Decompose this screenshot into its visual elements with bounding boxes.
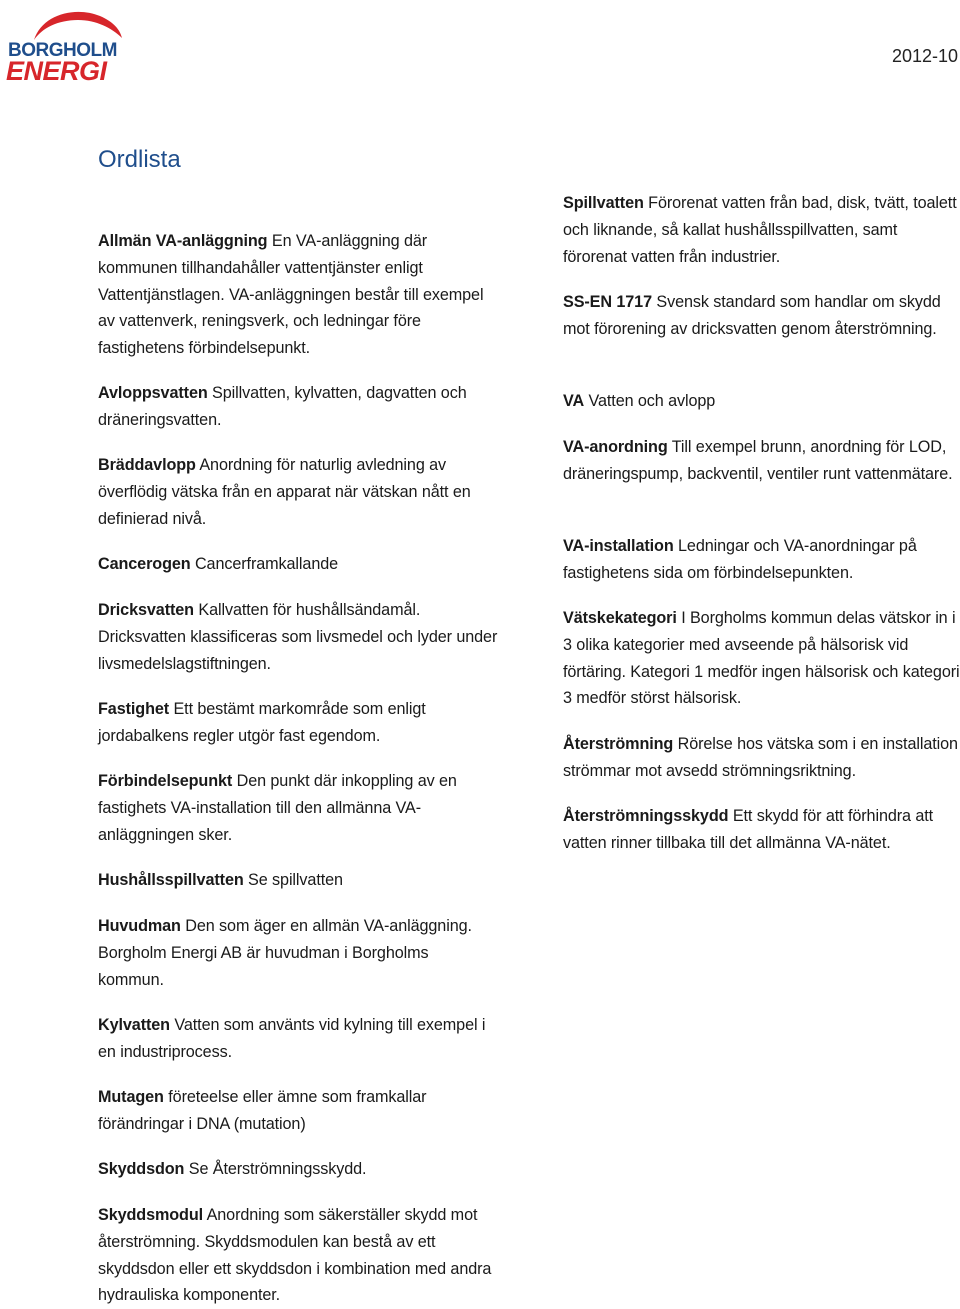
glossary-term: Återströmning [563,735,674,753]
glossary-term: Förbindelsepunkt [98,772,233,790]
glossary-definition: I Borgholms kommun delas vätskor in i 3 olika kategorier med avseende på hälsorisk vid förtäring. Kategori 1 medför ingen hälsorisk och kategori 3 medför störst hälsorisk. [563,609,960,708]
document-date: 2012-10 [891,46,958,66]
logo-text-energi: ENERGI [6,56,107,84]
glossary-entry [98,228,498,362]
glossary-term: Bräddavlopp [98,456,196,474]
glossary-definition: Se Återströmningsskydd. [188,1160,367,1178]
glossary-term: VA [563,392,585,410]
glossary-entry [98,1012,498,1066]
glossary-definition: Förorenat vatten från bad, disk, tvätt, toalett och liknande, så kallat hushållsspillvatten, samt förorenat vatten från industrier. [563,194,957,266]
glossary-term: Fastighet [98,700,170,718]
borgholm-energi-logo [4,4,134,84]
logo-swoosh [34,12,122,40]
glossary-entry [98,597,498,677]
glossary-entry [98,551,338,578]
glossary-definition: Spillvatten, kylvatten, dagvatten och dräneringsvatten. [98,384,467,429]
logo-text-borgholm: BORGHOLM [8,40,117,61]
glossary-entry [98,1084,498,1138]
glossary-definition: Anordning som säkerställer skydd mot återströmning. Skyddsmodulen kan bestå av ett skyddsdon eller ett skyddsdon i kombination med andra hydrauliska komponenter. [98,1206,492,1305]
glossary-entry [563,388,715,415]
glossary-entry [98,1156,366,1183]
page-title: Ordlista [98,146,181,173]
glossary-definition: Anordning för naturlig avledning av överflödig vätska från en apparat när vätskan nått en definierad nivå. [98,456,471,528]
glossary-term: Spillvatten [563,194,644,212]
glossary-entry [98,768,498,848]
glossary-definition: En VA-anläggning där kommunen tillhandahåller vattentjänster enligt Vattentjänstlagen. VA-anläggningen består till exempel av vattenverk, reningsverk, och ledningar före fastighetens förbindelsepunkt. [98,232,484,358]
glossary-term: SS-EN 1717 [563,293,652,311]
glossary-term: Hushållsspillvatten [98,871,244,889]
glossary-term: Skyddsdon [98,1160,185,1178]
glossary-entry [563,605,960,712]
glossary-term: Återströmningsskydd [563,807,729,825]
glossary-entry [98,380,498,434]
glossary-definition: företeelse eller ämne som framkallar förändringar i DNA (mutation) [98,1088,427,1133]
glossary-definition: Cancerframkallande [194,555,339,573]
glossary-definition: Ledningar och VA-anordningar på fastighetens sida om förbindelsepunkten. [563,537,917,582]
glossary-entry [563,434,960,488]
glossary-entry [98,696,498,750]
glossary-definition: Kallvatten för hushållsändamål. Dricksvatten klassificeras som livsmedel och lyder under livsmedelslagstiftningen. [98,601,498,673]
glossary-definition: Vatten som använts vid kylning till exempel i en industriprocess. [98,1016,486,1061]
glossary-term: Dricksvatten [98,601,194,619]
glossary-definition: Rörelse hos vätska som i en installation strömmar mot avsedd strömningsriktning. [563,735,958,780]
glossary-definition: Ett bestämt markområde som enligt jordabalkens regler utgör fast egendom. [98,700,426,745]
glossary-definition: Till exempel brunn, anordning för LOD, dräneringspump, backventil, ventiler runt vattenmätare. [563,438,953,483]
glossary-term: VA-anordning [563,438,668,456]
glossary-term: Avloppsvatten [98,384,208,402]
glossary-term: Allmän VA-anläggning [98,232,268,250]
glossary-entry [98,452,498,532]
glossary-entry [98,1202,498,1309]
glossary-entry [563,533,960,587]
glossary-term: Cancerogen [98,555,191,573]
glossary-term: Vätskekategori [563,609,677,627]
glossary-definition: Ett skydd för att förhindra att vatten rinner tillbaka till det allmänna VA-nätet. [563,807,934,852]
glossary-term: VA-installation [563,537,674,555]
glossary-entry [563,731,960,785]
glossary-definition: Se spillvatten [248,871,343,889]
glossary-entry [563,289,960,343]
glossary-entry [563,803,960,857]
glossary-entry [98,913,498,993]
glossary-entry [563,190,960,270]
glossary-definition: Vatten och avlopp [588,392,716,410]
glossary-definition: Svensk standard som handlar om skydd mot förorening av dricksvatten genom återströmning. [563,293,941,338]
glossary-definition: Den som äger en allmän VA-anläggning. Borgholm Energi AB är huvudman i Borgholms kommun. [98,917,472,989]
glossary-entry [98,867,343,894]
glossary-term: Huvudman [98,917,181,935]
glossary-term: Skyddsmodul [98,1206,204,1224]
glossary-term: Mutagen [98,1088,164,1106]
glossary-definition: Den punkt där inkoppling av en fastighets VA-installation till den allmänna VA-anläggningen sker. [98,772,457,844]
glossary-term: Kylvatten [98,1016,170,1034]
